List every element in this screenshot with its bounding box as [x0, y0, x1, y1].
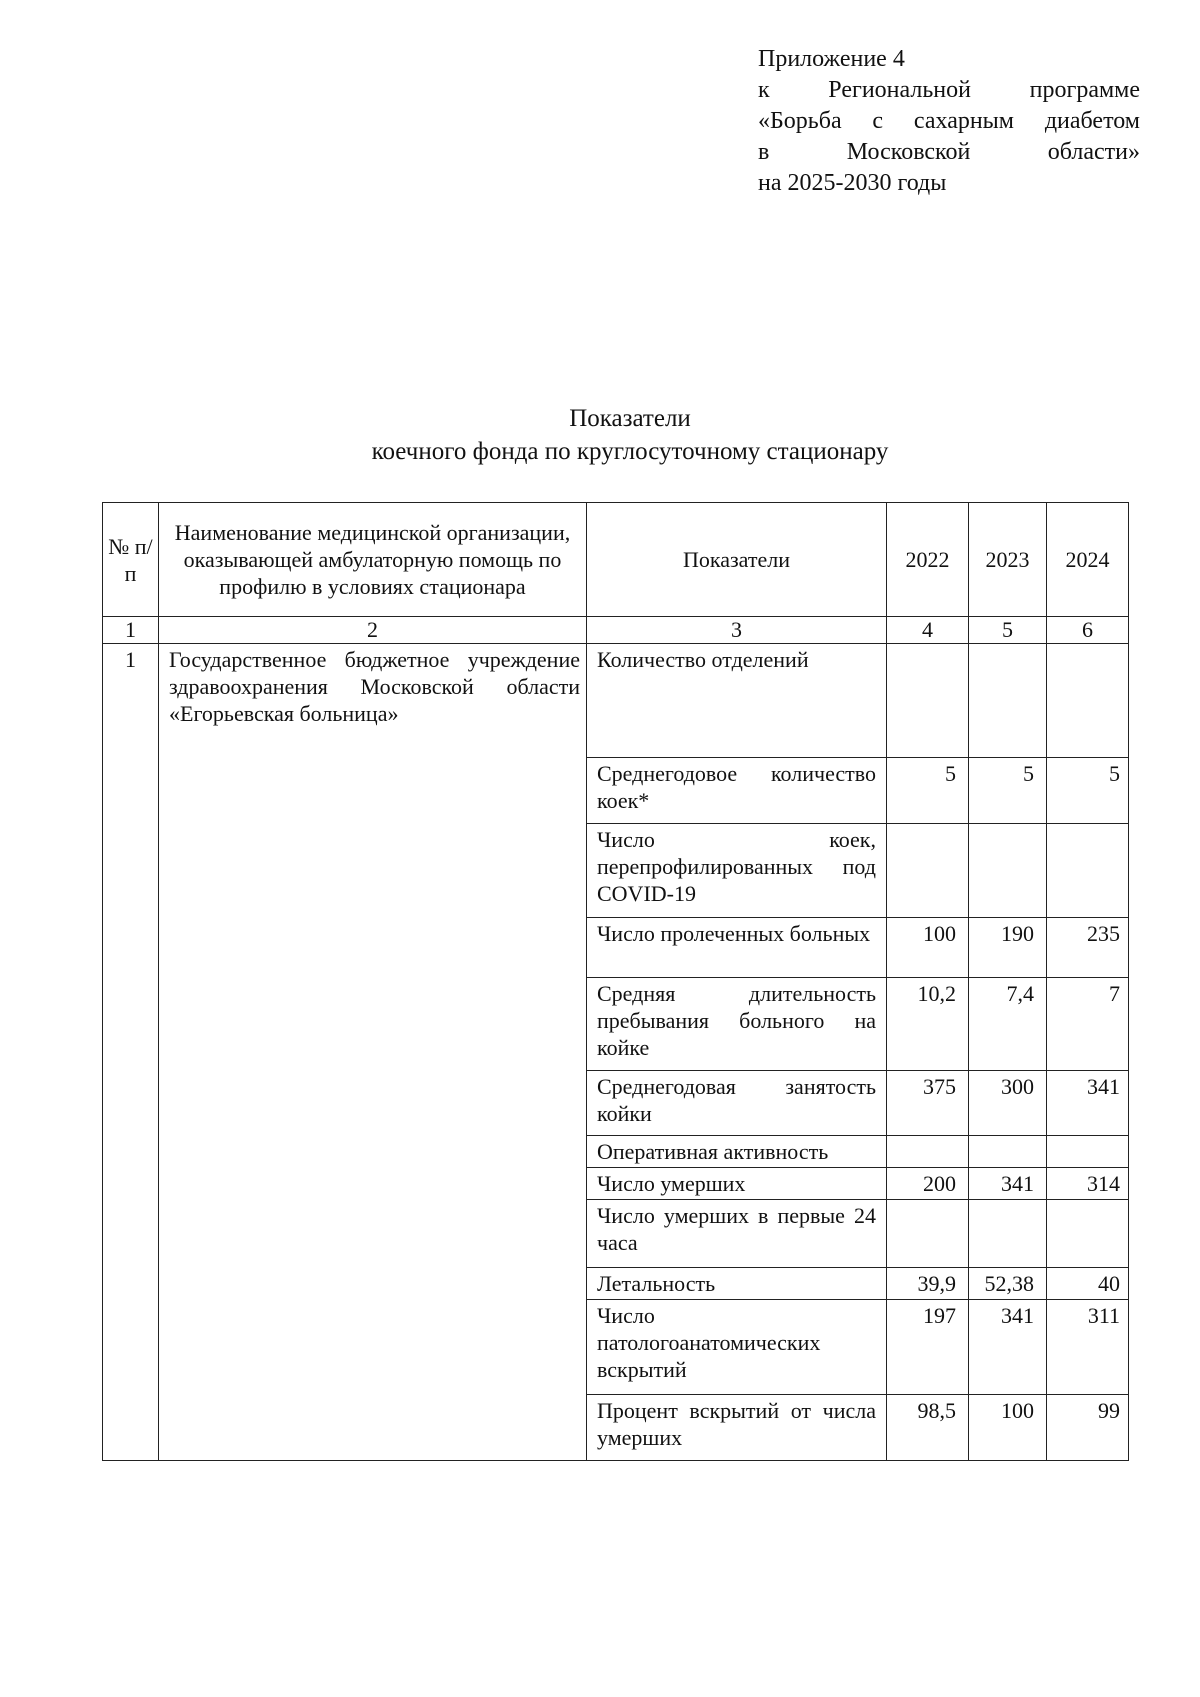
value-2022 [887, 1200, 969, 1268]
value-2024: 314 [1047, 1168, 1129, 1200]
indicator-name: Число пролеченных больных [587, 918, 887, 978]
value-2024: 5 [1047, 758, 1129, 824]
value-2023: 190 [969, 918, 1047, 978]
indicator-name: Летальность [587, 1268, 887, 1300]
indicator-name: Число патологоанатомических вскрытий [587, 1300, 887, 1395]
indicator-name: Среднегодовое количество коек* [587, 758, 887, 824]
table-header-row [103, 503, 1129, 617]
value-2023 [969, 824, 1047, 918]
table-row [103, 644, 1129, 758]
header-indicator: Показатели [587, 503, 887, 617]
appendix-line: «Борьба с сахарным диабетом [758, 108, 1140, 134]
value-2024: 235 [1047, 918, 1129, 978]
value-2022: 39,9 [887, 1268, 969, 1300]
value-2022: 375 [887, 1071, 969, 1136]
header-year-2023: 2023 [969, 503, 1047, 617]
value-2023: 7,4 [969, 978, 1047, 1071]
column-number: 6 [1047, 617, 1129, 644]
appendix-block [758, 44, 1140, 199]
value-2023: 300 [969, 1071, 1047, 1136]
value-2023: 52,38 [969, 1268, 1047, 1300]
organization-name: Государственное бюджетное учреждение здравоохранения Московской области «Егорьевская больница» [159, 644, 587, 1461]
value-2022 [887, 644, 969, 758]
value-2024 [1047, 1200, 1129, 1268]
column-number: 5 [969, 617, 1047, 644]
value-2022 [887, 1136, 969, 1168]
value-2022: 100 [887, 918, 969, 978]
value-2022: 98,5 [887, 1395, 969, 1461]
value-2023: 5 [969, 758, 1047, 824]
indicator-name: Число умерших в первые 24 часа [587, 1200, 887, 1268]
value-2024 [1047, 1136, 1129, 1168]
column-number: 1 [103, 617, 159, 644]
value-2023 [969, 1136, 1047, 1168]
column-number: 4 [887, 617, 969, 644]
indicator-name: Оперативная активность [587, 1136, 887, 1168]
title-line: коечного фонда по круглосуточному стационару [371, 438, 889, 465]
value-2023 [969, 644, 1047, 758]
title-line: Показатели [569, 405, 691, 432]
appendix-line: в Московской области» [758, 139, 1140, 165]
column-number: 2 [159, 617, 587, 644]
header-num: № п/п [103, 503, 159, 617]
header-year-2022: 2022 [887, 503, 969, 617]
column-number: 3 [587, 617, 887, 644]
indicator-name: Число коек, перепрофилированных под COVID-19 [587, 824, 887, 918]
value-2023: 100 [969, 1395, 1047, 1461]
indicators-table [102, 502, 1129, 1461]
header-year-2024: 2024 [1047, 503, 1129, 617]
value-2023: 341 [969, 1300, 1047, 1395]
value-2024: 7 [1047, 978, 1129, 1071]
value-2024 [1047, 644, 1129, 758]
indicator-name: Число умерших [587, 1168, 887, 1200]
indicator-name: Количество отделений [587, 644, 887, 758]
indicator-name: Процент вскрытий от числа умерших [587, 1395, 887, 1461]
column-numbers-row [103, 617, 1129, 644]
value-2022 [887, 824, 969, 918]
value-2024: 311 [1047, 1300, 1129, 1395]
appendix-line: на 2025-2030 годы [758, 170, 947, 196]
header-org: Наименование медицинской организации, оказывающей амбулаторную помощь по профилю в условиях стационара [159, 503, 587, 617]
value-2024 [1047, 824, 1129, 918]
appendix-line: Приложение 4 [758, 46, 905, 72]
value-2022: 200 [887, 1168, 969, 1200]
value-2023 [969, 1200, 1047, 1268]
value-2023: 341 [969, 1168, 1047, 1200]
value-2022: 5 [887, 758, 969, 824]
value-2024: 99 [1047, 1395, 1129, 1461]
value-2022: 10,2 [887, 978, 969, 1071]
value-2024: 341 [1047, 1071, 1129, 1136]
value-2024: 40 [1047, 1268, 1129, 1300]
indicator-name: Средняя длительность пребывания больного на койке [587, 978, 887, 1071]
document-title [0, 402, 1200, 468]
appendix-line: к Региональной программе [758, 77, 1140, 103]
row-number: 1 [103, 644, 159, 1461]
value-2022: 197 [887, 1300, 969, 1395]
indicator-name: Среднегодовая занятость койки [587, 1071, 887, 1136]
